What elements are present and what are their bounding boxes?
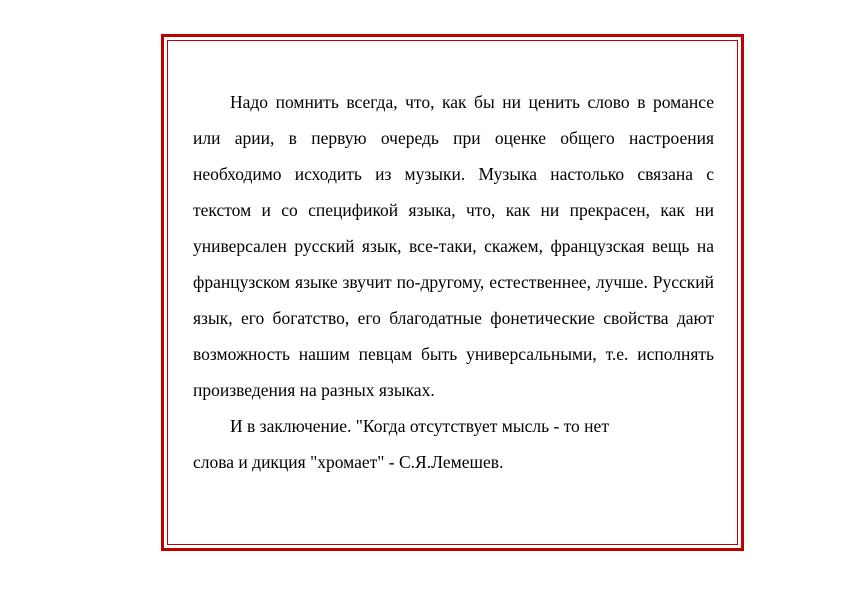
quote-text-block	[193, 84, 714, 480]
conclusion-line-1: И в заключение. "Когда отсутствует мысль - то нет	[230, 416, 609, 436]
conclusion-paragraph	[193, 408, 714, 480]
main-paragraph: Надо помнить всегда, что, как бы ни ценить слово в романсе или арии, в первую очередь при оценке общего настроения необходимо исходить из музыки. Музыка настолько связана с текстом и со спецификой языка, что, как ни прекрасен, как ни универсален русский язык, все-таки, скажем, французская вещь на французском языке звучит по-другому, естественнее, лучше. Русский язык, его богатство, его благодатные фонетические свойства дают возможность нашим певцам быть универсальными, т.е. исполнять произведения на разных языках.	[193, 92, 714, 400]
conclusion-line-2: слова и дикция "хромает" - С.Я.Лемешев.	[193, 452, 504, 472]
